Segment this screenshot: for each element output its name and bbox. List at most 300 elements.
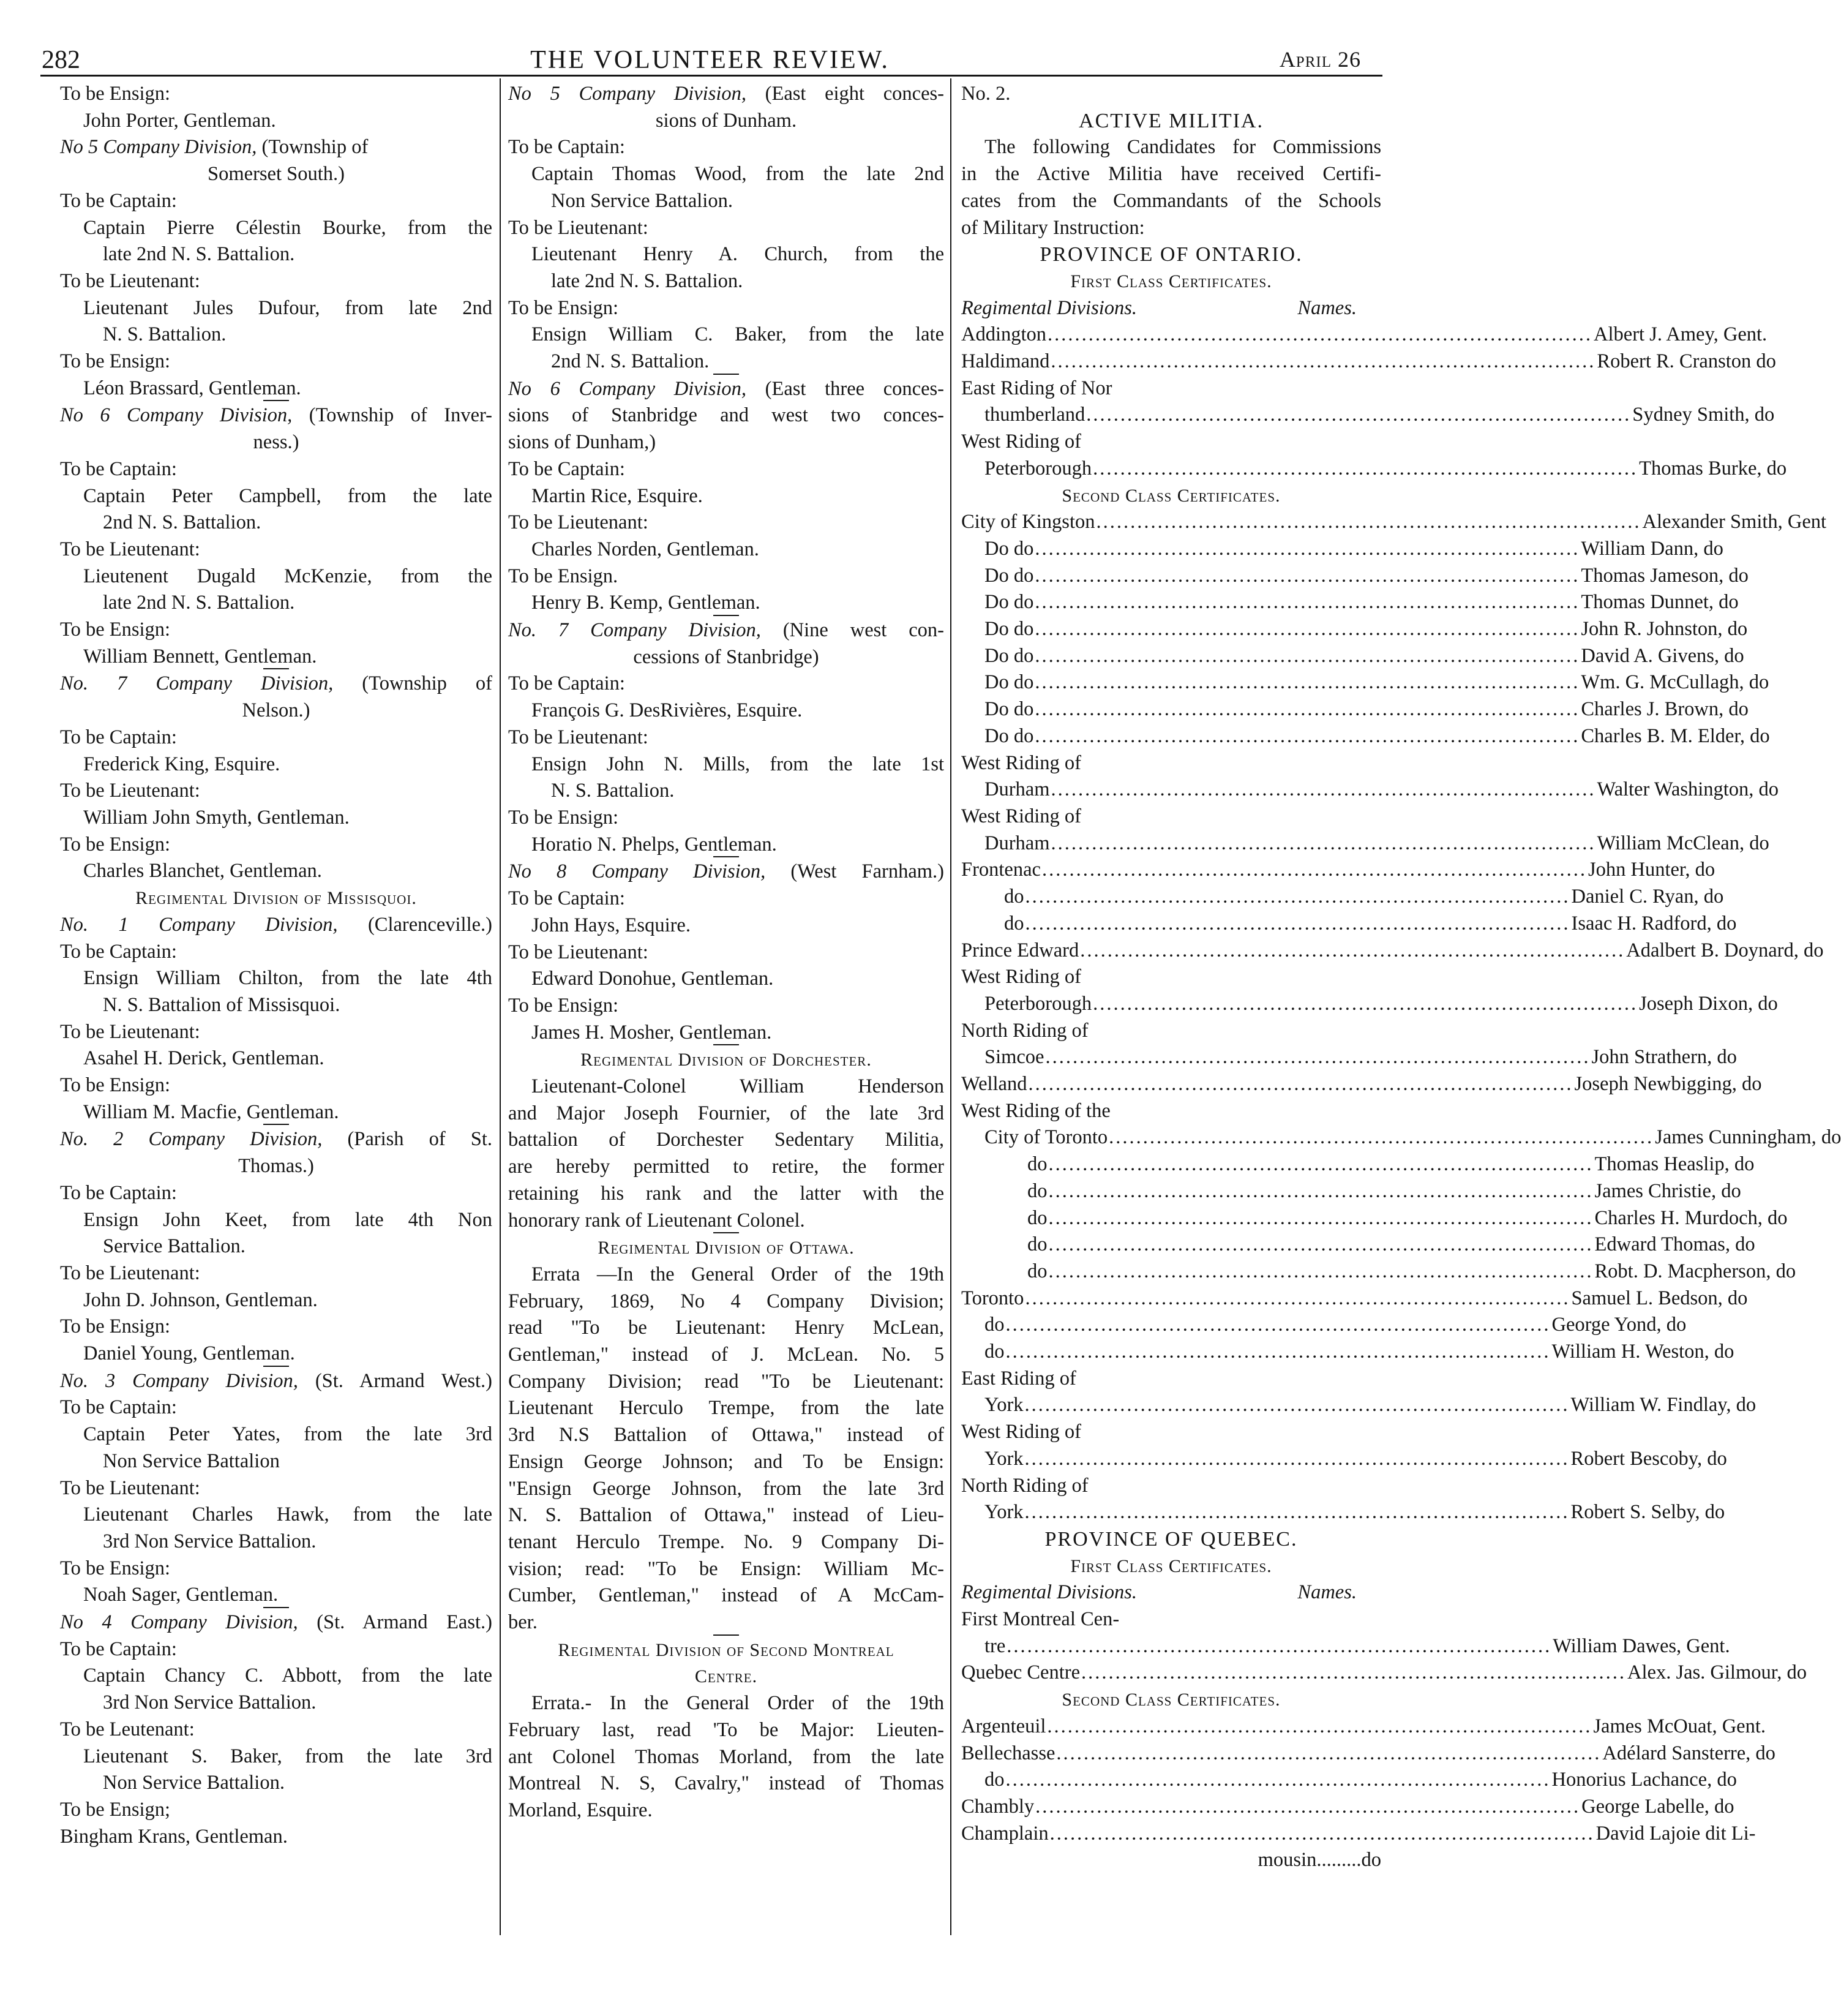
candidate-name: Charles J. Brown, do	[1581, 698, 1749, 721]
text-line	[508, 805, 944, 832]
column-rule	[500, 78, 501, 1935]
candidate-name: William McClean, do	[1597, 832, 1769, 854]
text-line	[60, 858, 492, 885]
candidate-name: Walter Washington, do	[1597, 778, 1779, 801]
division-name: Haldimand	[961, 350, 1050, 373]
division-name: Bellechasse	[961, 1742, 1055, 1764]
dot-leader: ................................................................................	[1047, 1715, 1592, 1737]
dot-leader: ................................................................................	[1049, 1822, 1595, 1845]
candidate-row	[961, 1178, 1741, 1205]
division-name: Toronto	[961, 1287, 1024, 1309]
section-rule	[713, 1634, 739, 1636]
text-line	[60, 832, 492, 859]
line-text: N. S. Battalion of Missisquoi.	[103, 993, 340, 1016]
line-text: Lieutenent Dugald McKenzie, from the	[83, 565, 492, 587]
candidate-row	[961, 1713, 1766, 1740]
dot-leader: ................................................................................	[1035, 564, 1580, 587]
candidate-row	[961, 884, 1724, 911]
text-line	[508, 1797, 944, 1824]
candidate-name: Charles B. M. Elder, do	[1581, 724, 1770, 747]
text-line	[60, 698, 492, 724]
dot-leader: ................................................................................	[1007, 1634, 1552, 1657]
candidate-name: Edward Thomas, do	[1594, 1233, 1755, 1256]
text-line	[60, 1260, 492, 1287]
line-text: PROVINCE OF ONTARIO.	[1040, 243, 1303, 266]
line-text: To be Captain:	[508, 672, 625, 695]
line-text: Bingham Krans, Gentleman.	[60, 1825, 288, 1848]
candidate-name: Alex. Jas. Gilmour, do	[1627, 1661, 1807, 1684]
text-line	[60, 456, 492, 483]
dot-leader: ................................................................................	[1035, 1796, 1581, 1818]
candidate-name: William H. Weston, do	[1551, 1341, 1734, 1363]
text-line	[508, 1127, 944, 1154]
line-text: (Parish of St.	[322, 1128, 492, 1151]
line-text: battalion of Dorchester Sedentary Militia,	[508, 1129, 944, 1151]
candidate-row	[961, 589, 1739, 616]
dot-leader: ................................................................................	[1035, 671, 1580, 694]
line-text: William M. Macfie, Gentleman.	[83, 1100, 339, 1123]
line-text: Thomas.)	[238, 1155, 314, 1178]
dot-leader: ................................................................................	[1051, 832, 1596, 854]
line-text: Montreal N. S, Cavalry," instead of Thomas	[508, 1772, 944, 1795]
line-text: To be Lieutenant:	[60, 269, 200, 292]
line-text: Ensign William Chilton, from the late 4th	[83, 967, 492, 990]
line-text: To be Captain:	[60, 189, 177, 212]
text-line	[508, 1690, 944, 1717]
candidate-name: James Christie, do	[1594, 1179, 1741, 1202]
line-text: Captain Peter Campbell, from the late	[83, 484, 492, 507]
division-name: Frontenac	[961, 859, 1041, 881]
text-line	[508, 1235, 944, 1262]
line-text: - In the General Order of the 19th	[585, 1692, 944, 1715]
dot-leader: ................................................................................	[1035, 644, 1580, 667]
division-name: Peterborough	[984, 457, 1092, 480]
line-text: Cumber, Gentleman," instead of A McCam-	[508, 1584, 944, 1607]
candidate-name: William Dawes, Gent.	[1553, 1634, 1730, 1657]
candidate-name: John Strathern, do	[1591, 1046, 1737, 1069]
candidate-name: Robt. D. Macpherson, do	[1594, 1260, 1796, 1282]
line-text: To be Ensign:	[508, 296, 619, 319]
line-text: North Riding of	[961, 1019, 1089, 1042]
text-line	[508, 1074, 944, 1100]
line-text: To be Lieutenant:	[60, 780, 200, 802]
division-name: do	[1027, 1206, 1048, 1229]
text-line	[60, 751, 492, 778]
candidate-row	[961, 1660, 1807, 1687]
text-line	[961, 241, 1381, 268]
candidate-row	[961, 1044, 1737, 1071]
text-line	[508, 215, 944, 242]
text-line	[961, 803, 1381, 830]
line-text: Morland, Esquire.	[508, 1799, 653, 1821]
division-name: Do do	[984, 618, 1034, 641]
dot-leader: ................................................................................	[1081, 1661, 1627, 1684]
line-text: To be Captain:	[60, 940, 177, 963]
text-line	[508, 778, 944, 805]
text-line	[60, 939, 492, 966]
candidate-name: Honorius Lachance, do	[1551, 1769, 1737, 1791]
line-text: N. S. Battalion.	[551, 780, 675, 802]
dot-leader: ................................................................................	[1109, 1126, 1654, 1149]
line-text: To be Lieutenant:	[508, 941, 648, 963]
dot-leader: ................................................................................	[1051, 350, 1596, 373]
text-line	[60, 1019, 492, 1046]
text-line	[60, 1797, 492, 1824]
candidate-row	[961, 1821, 1756, 1848]
text-line	[60, 483, 492, 510]
line-text: Gentleman," instead of J. McLean. No. 5	[508, 1344, 944, 1366]
text-line	[961, 429, 1381, 456]
candidate-name: Isaac H. Radford, do	[1571, 912, 1737, 935]
text-line	[508, 1020, 944, 1047]
text-line	[508, 1449, 944, 1476]
line-text: (East eight conces-	[746, 83, 944, 105]
text-line	[961, 188, 1381, 215]
column-rule	[950, 78, 951, 1935]
text-line	[60, 1207, 492, 1234]
text-line	[60, 1529, 492, 1555]
text-line	[961, 81, 1381, 108]
line-text: Ensign William C. Baker, from the late	[531, 323, 944, 346]
line-text: James H. Mosher, Gentleman.	[531, 1021, 772, 1044]
line-text: William John Smyth, Gentleman.	[83, 806, 350, 829]
dot-leader: ................................................................................	[1024, 1394, 1570, 1416]
candidate-row	[961, 322, 1768, 348]
table-column-headings	[961, 295, 1381, 322]
candidate-row	[961, 616, 1748, 643]
text-line	[508, 671, 944, 698]
line-text: To be Lieutenant:	[60, 1476, 200, 1499]
candidate-name: William Dann, do	[1581, 537, 1723, 560]
candidate-row	[961, 857, 1715, 884]
division-name: York	[984, 1394, 1024, 1416]
text-line	[60, 536, 492, 563]
dot-leader: ................................................................................	[1005, 1769, 1551, 1791]
dot-leader: ................................................................................	[1035, 618, 1580, 641]
line-text: To be Ensign.	[508, 565, 618, 587]
line-text: Regimental Division of Second Montreal	[558, 1639, 894, 1660]
text-line	[60, 1824, 492, 1851]
text-line	[508, 483, 944, 510]
line-text: (West Farnham.)	[765, 860, 944, 883]
candidate-name: Charles H. Murdoch, do	[1594, 1206, 1788, 1229]
text-line	[508, 402, 944, 429]
division-name: Do do	[984, 671, 1034, 694]
text-line	[508, 376, 944, 403]
text-line	[60, 215, 492, 242]
column-heading: Regimental Divisions.	[961, 296, 1138, 319]
column-heading: Names.	[1297, 296, 1357, 319]
dot-leader: ................................................................................	[1024, 1447, 1570, 1470]
text-line	[508, 1476, 944, 1503]
line-text: Ensign John N. Mills, from the late 1st	[531, 753, 944, 775]
line-text: Daniel Young, Gentleman.	[83, 1342, 295, 1365]
text-line	[508, 644, 944, 671]
line-text: To be Ensign:	[60, 833, 171, 856]
dot-leader: ................................................................................	[1048, 1179, 1594, 1202]
line-text: late 2nd N. S. Battalion.	[103, 243, 295, 266]
column-heading: Regimental Divisions.	[961, 1581, 1138, 1604]
division-name: Do do	[984, 537, 1034, 560]
division-name: thumberland	[984, 404, 1085, 426]
text-line	[60, 1636, 492, 1663]
text-line	[508, 1208, 944, 1235]
line-text: To be Captain:	[60, 1638, 177, 1660]
company-division: No. 3 Company Division,	[60, 1369, 298, 1392]
line-text: of Military Instruction:	[961, 216, 1145, 239]
division-name: City of Toronto	[984, 1126, 1108, 1149]
division-name: Do do	[984, 698, 1034, 721]
division-name: do	[1027, 1153, 1048, 1176]
line-text: late 2nd N. S. Battalion.	[551, 269, 743, 292]
text-line	[60, 108, 492, 135]
text-line	[60, 510, 492, 536]
division-name: Simcoe	[984, 1046, 1044, 1069]
line-text: cessions of Stanbridge)	[633, 645, 819, 668]
line-text: West Riding of	[961, 431, 1081, 453]
line-text: Regimental Division of Ottawa.	[598, 1238, 855, 1258]
line-text: Service Battalion.	[103, 1235, 246, 1258]
line-text: late 2nd N. S. Battalion.	[103, 592, 295, 614]
candidate-row	[961, 1151, 1755, 1178]
text-line	[60, 375, 492, 402]
text-line	[60, 1663, 492, 1690]
text-line	[508, 456, 944, 483]
line-text: 3rd Non Service Battalion.	[103, 1691, 317, 1714]
candidate-row	[961, 1312, 1687, 1339]
candidate-name: Thomas Dunnet, do	[1581, 591, 1739, 614]
text-line	[60, 965, 492, 992]
text-line	[60, 188, 492, 215]
column-right	[961, 81, 1841, 1874]
line-text: Martin Rice, Esquire.	[531, 484, 703, 507]
line-text: vision; read: "To be Ensign: William Mc-	[508, 1557, 944, 1580]
division-name: Prince Edward	[961, 939, 1079, 961]
dot-leader: ................................................................................	[1005, 1314, 1551, 1336]
text-line	[508, 1556, 944, 1583]
division-name: Do do	[984, 724, 1034, 747]
candidate-row	[961, 938, 1824, 965]
line-text: ness.)	[253, 431, 299, 454]
text-line	[961, 375, 1381, 402]
line-text: ACTIVE MILITIA.	[1079, 109, 1264, 132]
text-line	[60, 992, 492, 1019]
candidate-row	[961, 1205, 1788, 1232]
dot-leader: ................................................................................	[1025, 912, 1570, 935]
text-line	[508, 698, 944, 724]
line-text: First Class Certificates.	[1070, 1555, 1272, 1576]
line-text: "Ensign George Johnson, from the late 3rd	[508, 1477, 944, 1500]
issue-date: April 26	[1279, 47, 1361, 72]
division-name: do	[1004, 912, 1024, 935]
dot-leader: ................................................................................	[1051, 778, 1596, 801]
text-line	[508, 1342, 944, 1369]
text-line	[508, 81, 944, 108]
line-text: First Montreal Cen-	[961, 1608, 1120, 1631]
line-text: To be Ensign:	[508, 806, 619, 829]
text-line	[60, 429, 492, 456]
text-line	[60, 1582, 492, 1609]
section-rule	[713, 374, 739, 375]
candidate-name: John R. Johnston, do	[1581, 618, 1748, 641]
candidate-row	[961, 1124, 1841, 1151]
text-line	[60, 1394, 492, 1421]
candidate-name: Adalbert B. Doynard, do	[1626, 939, 1824, 961]
line-text: West Riding of the	[961, 1099, 1111, 1122]
text-line	[60, 1180, 492, 1207]
text-line	[508, 1529, 944, 1556]
text-line	[508, 912, 944, 939]
division-name: Do do	[984, 591, 1034, 614]
text-line	[60, 1421, 492, 1448]
line-text: Non Service Battalion	[103, 1450, 280, 1472]
text-line	[508, 322, 944, 348]
text-line	[961, 750, 1381, 777]
candidate-name: Thomas Jameson, do	[1581, 564, 1749, 587]
dot-leader: ................................................................................	[1028, 1073, 1573, 1096]
text-line	[508, 1100, 944, 1127]
candidate-row	[961, 563, 1749, 590]
line-text: (Township of Inver-	[292, 404, 492, 427]
line-text: (Township of	[257, 136, 369, 159]
line-text: No. 2.	[961, 83, 1011, 105]
line-text: To be Captain:	[508, 457, 625, 480]
line-text: Captain Peter Yates, from the late 3rd	[83, 1423, 492, 1446]
company-division: No. 2 Company Division,	[60, 1128, 323, 1151]
text-line	[508, 724, 944, 751]
line-text: Captain Pierre Célestin Bourke, from the	[83, 216, 492, 239]
candidate-row	[961, 696, 1749, 723]
text-line	[508, 1154, 944, 1181]
text-line	[508, 751, 944, 778]
dot-leader: ................................................................................	[1080, 939, 1625, 961]
text-line	[508, 886, 944, 912]
text-line	[508, 1717, 944, 1744]
text-line	[508, 1047, 944, 1074]
line-text: Nelson.)	[242, 699, 310, 722]
text-line	[60, 644, 492, 671]
line-text: Second Class Certificates.	[1062, 1690, 1281, 1710]
text-line	[508, 108, 944, 135]
text-line	[508, 590, 944, 617]
line-text: To be Lieutenant:	[60, 1262, 200, 1284]
candidate-row	[961, 1071, 1762, 1098]
line-text: February, 1869, No 4 Company Division;	[508, 1290, 944, 1312]
line-text: Henry B. Kemp, Gentleman.	[531, 592, 760, 614]
text-line	[961, 108, 1381, 135]
text-line	[60, 268, 492, 295]
line-text: To be Captain:	[508, 887, 625, 910]
division-name: Addington	[961, 323, 1047, 346]
line-text: To be Lieutenant:	[508, 511, 648, 534]
text-line	[961, 1473, 1381, 1500]
line-text: February last, read 'To be Major: Lieuten-	[508, 1718, 944, 1741]
dot-leader: ................................................................................	[1048, 1233, 1594, 1256]
division-name: Argenteuil	[961, 1715, 1046, 1737]
text-line	[60, 1475, 492, 1502]
division-name: Durham	[984, 778, 1050, 801]
line-text: Second Class Certificates.	[1062, 485, 1281, 506]
text-line	[60, 912, 492, 939]
text-line	[60, 1690, 492, 1717]
line-text: To be Lieutenant:	[508, 216, 648, 239]
division-name: do	[1027, 1260, 1048, 1282]
text-line	[60, 671, 492, 698]
candidate-name: Robert R. Cranston do	[1597, 350, 1776, 373]
division-name: do	[984, 1314, 1005, 1336]
text-line	[60, 805, 492, 832]
candidate-row	[961, 536, 1723, 563]
text-line	[961, 161, 1381, 188]
candidate-row	[961, 1499, 1725, 1526]
text-line	[60, 241, 492, 268]
text-line	[508, 429, 944, 456]
line-text: read "To be Lieutenant: Henry McLean,	[508, 1317, 944, 1339]
line-text: Regimental Division of Dorchester.	[580, 1050, 872, 1070]
line-text: (St. Armand East.)	[298, 1611, 492, 1634]
candidate-row	[961, 1847, 1381, 1874]
text-line	[60, 134, 492, 161]
text-line	[60, 1287, 492, 1314]
line-text: Lieutenant S. Baker, from the late 3rd	[83, 1745, 492, 1767]
candidate-name: Sydney Smith, do	[1632, 404, 1775, 426]
candidate-name: mousin.........do	[1258, 1849, 1381, 1871]
column-middle	[508, 81, 944, 1824]
candidate-name: Joseph Newbigging, do	[1574, 1073, 1762, 1096]
line-text: (St. Armand West.)	[298, 1369, 492, 1392]
line-text: Lieutenant Herculo Trempe, from the late	[508, 1397, 944, 1420]
line-text: François G. DesRivières, Esquire.	[531, 699, 803, 722]
text-line	[508, 1422, 944, 1449]
text-line	[508, 966, 944, 993]
dot-leader: ................................................................................	[1025, 1287, 1570, 1309]
line-text: sions of Dunham.	[655, 109, 797, 132]
dot-leader: ................................................................................	[1048, 1206, 1594, 1229]
text-line	[60, 1717, 492, 1743]
candidate-row	[961, 402, 1775, 429]
text-line	[508, 1609, 944, 1636]
text-line	[60, 885, 492, 912]
line-text: N. S. Battalion.	[103, 323, 227, 346]
text-line	[508, 188, 944, 215]
text-line	[60, 1314, 492, 1341]
text-line	[60, 563, 492, 590]
text-line	[508, 1369, 944, 1396]
candidate-row	[961, 1767, 1737, 1794]
text-line	[508, 1395, 944, 1422]
text-line	[60, 1555, 492, 1582]
line-text: To be Captain:	[60, 1181, 177, 1204]
line-text: North Riding of	[961, 1474, 1089, 1497]
text-line	[508, 1288, 944, 1315]
company-division: Errata	[531, 1263, 580, 1285]
line-text: cates from the Commandants of the Schools	[961, 189, 1381, 212]
line-text: To be Captain:	[60, 457, 177, 480]
line-text: Captain Chancy C. Abbott, from the late	[83, 1664, 492, 1687]
line-text: Noah Sager, Gentleman.	[83, 1584, 279, 1606]
line-text: To be Ensign:	[60, 619, 171, 641]
candidate-name: Samuel L. Bedson, do	[1571, 1287, 1748, 1309]
text-line	[60, 402, 492, 429]
line-text: To be Leutenant:	[60, 1718, 195, 1740]
text-line	[508, 1663, 944, 1690]
text-line	[60, 1153, 492, 1180]
line-text: (East three conces-	[746, 377, 944, 400]
line-text: (Clarenceville.)	[337, 913, 492, 936]
line-text: Charles Norden, Gentleman.	[531, 538, 759, 560]
dot-leader: ................................................................................	[1093, 457, 1638, 480]
line-text: Non Service Battalion.	[551, 189, 733, 212]
